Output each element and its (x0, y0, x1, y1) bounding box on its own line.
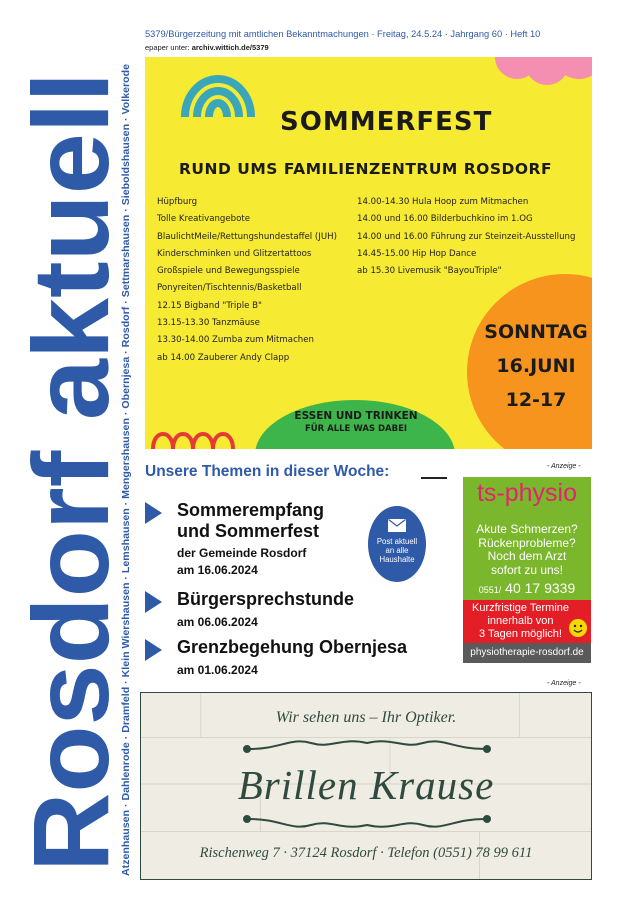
physio-red-panel (463, 600, 591, 643)
arrow-icon (145, 502, 162, 524)
masthead-places-graphic (116, 60, 132, 880)
post-aktuell-badge (368, 506, 426, 582)
krause-name: Brillen Krause (237, 762, 495, 808)
physio-slogan-line: Rückenprobleme? (478, 535, 576, 550)
program-item: BlaulichtMeile/Rettungshundestaffel (JUH) (157, 231, 337, 242)
phone-number: 40 17 9339 (505, 580, 576, 596)
envelope-icon (388, 519, 406, 532)
topic-title: und Sommerfest (177, 521, 320, 541)
masthead-title-text: Rosdorf aktuell (20, 85, 116, 872)
masthead-title-graphic (20, 60, 116, 880)
arrow-icon (145, 639, 162, 661)
food-note (271, 409, 441, 435)
post-badge-line-2: an alle (385, 546, 409, 555)
krause-address: Rischenweg 7 · 37124 Rosdorf · Telefon (0551) 78 99 611 (199, 845, 533, 861)
program-item: 13.15-13.30 Tanzmäuse (157, 318, 260, 329)
physio-appointment-text (463, 602, 578, 641)
program-item: Ponyreiten/Tischtennis/Basketball (157, 283, 302, 294)
ad-label: - Anzeige - (547, 680, 581, 687)
physio-slogan-line: Akute Schmerzen? (476, 522, 578, 536)
physio-phone (463, 580, 591, 596)
physio-slogan (463, 523, 591, 577)
event-date-text: 16.JUNI (496, 355, 576, 377)
post-badge-text (368, 537, 426, 564)
topic-title: Bürgersprechstunde (177, 589, 355, 609)
appointment-line: 3 Tagen möglich! (479, 628, 562, 640)
arrow-icon (145, 591, 162, 613)
program-item: 12.15 Bigband "Triple B" (157, 300, 262, 311)
program-item: 14.00 und 16.00 Bilderbuchkino im 1.OG (357, 214, 533, 225)
program-item: 14.45-15.00 Hip Hop Dance (357, 248, 477, 259)
epaper-line (145, 43, 269, 52)
masthead-places-text: Atzenhausen · Dahlenrode · Dramfeld · Klein Wiershausen · Lemshausen · Mengershausen · Obernjesa · Rosdorf · Settmarshausen · Sieboldshausen · Volkerode (120, 72, 132, 876)
topic-title: Sommerempfang (177, 500, 325, 520)
program-item: ab 15.30 Livemusik "BayouTriple" (357, 266, 502, 277)
poster-title: SOMMERFEST (280, 107, 493, 137)
phone-prefix: 0551/ (478, 585, 502, 595)
topic-detail: der Gemeinde Rosdorf (177, 546, 307, 560)
flourish-top-icon (244, 741, 490, 752)
pink-cloud-shape (495, 57, 592, 85)
event-day: SONNTAG (484, 321, 588, 343)
physio-brand: ts-physio (476, 479, 578, 507)
program-item: Tolle Kreativangebote (157, 214, 251, 225)
poster-subtitle: RUND UMS FAMILIENZENTRUM ROSDORF (179, 160, 553, 178)
physio-slogan-line: sofort zu uns! (490, 562, 564, 577)
ad-label: - Anzeige - (547, 463, 581, 470)
red-loops-shape (153, 434, 233, 449)
program-item: 13.30-14.00 Zumba zum Mitmachen (157, 335, 314, 346)
poster-program-right (357, 194, 575, 280)
program-item: Kinderschminken und Glitzertattoos (157, 248, 312, 259)
event-time: 12-17 (505, 389, 567, 411)
masthead (0, 0, 140, 897)
krause-tagline: Wir sehen uns – Ihr Optiker. (275, 709, 457, 726)
program-item: 14.00-14.30 Hula Hoop zum Mitmachen (357, 197, 529, 207)
brillen-krause-ad[interactable] (140, 692, 592, 880)
physio-ad[interactable] (463, 477, 591, 663)
sommerfest-poster (145, 57, 592, 449)
physio-slogan-line: Noch dem Arzt (487, 549, 567, 563)
program-item: 14.00 und 16.00 Führung zur Steinzeit-Ausstellung (357, 231, 576, 242)
heading-rule (421, 477, 447, 479)
poster-program-left (157, 194, 337, 367)
appointment-line: Kurzfristige Termine (472, 602, 569, 614)
issue-line: 5379/Bürgerzeitung mit amtlichen Bekanntmachungen · Freitag, 24.5.24 · Jahrgang 60 · Heft 10 (145, 29, 541, 39)
epaper-prefix: epaper unter: (145, 43, 192, 52)
rainbow-logo-icon (185, 79, 251, 117)
food-line-2: FÜR ALLE WAS DABEI (304, 424, 408, 434)
topic-date: am 06.06.2024 (177, 615, 258, 629)
themes-heading: Unsere Themen in dieser Woche: (145, 463, 390, 480)
epaper-link[interactable]: archiv.wittich.de/5379 (191, 43, 269, 52)
program-item: Hüpfburg (157, 197, 198, 207)
food-line-1: ESSEN UND TRINKEN (294, 410, 418, 422)
masthead-places (116, 60, 132, 880)
program-item: ab 14.00 Zauberer Andy Clapp (157, 352, 290, 363)
smiley-icon (569, 619, 587, 637)
program-item: Großspiele und Bewegungsspiele (157, 266, 300, 277)
post-badge-line-1: Post aktuell (376, 537, 418, 546)
topic-date: am 01.06.2024 (177, 663, 258, 677)
topic-date: am 16.06.2024 (177, 563, 258, 577)
appointment-line: innerhalb von (487, 615, 554, 627)
topic-title: Grenzbegehung Obernjesa (177, 637, 408, 657)
event-date (481, 315, 591, 417)
masthead-title (20, 60, 116, 880)
physio-website-link[interactable]: physiotherapie-rosdorf.de (463, 643, 591, 663)
flourish-bottom-icon (244, 816, 490, 827)
post-badge-line-3: Haushalte (379, 555, 415, 564)
